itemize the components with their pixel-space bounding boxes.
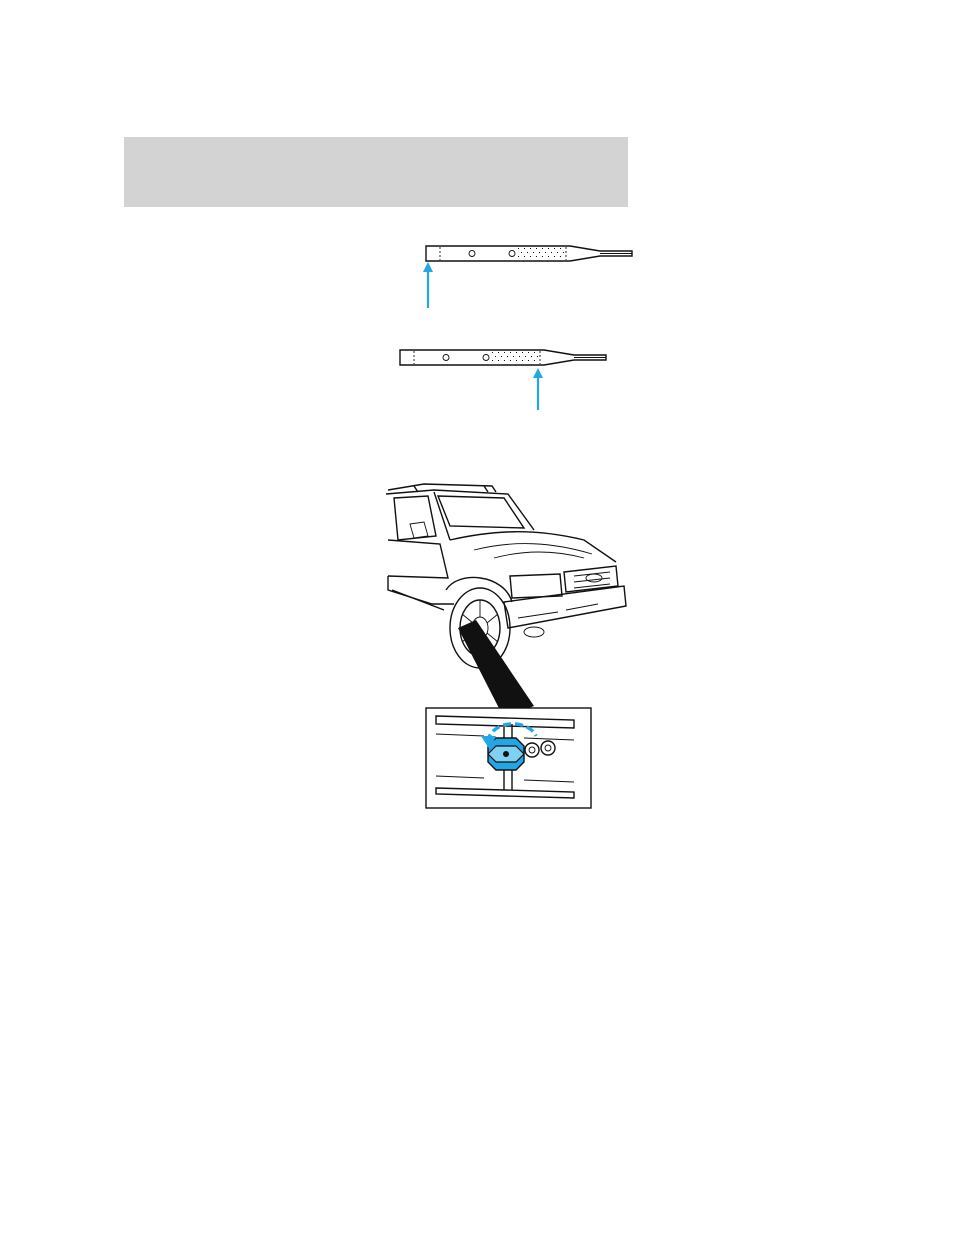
dipstick-icon [420,240,640,312]
vehicle-jack-point-figure [384,478,634,813]
dipstick-icon [394,346,614,418]
page-header-band [124,137,628,207]
suv-with-jack-detail-icon [384,478,634,813]
dipstick-full-figure [394,346,614,418]
dipstick-low-figure [420,240,640,312]
